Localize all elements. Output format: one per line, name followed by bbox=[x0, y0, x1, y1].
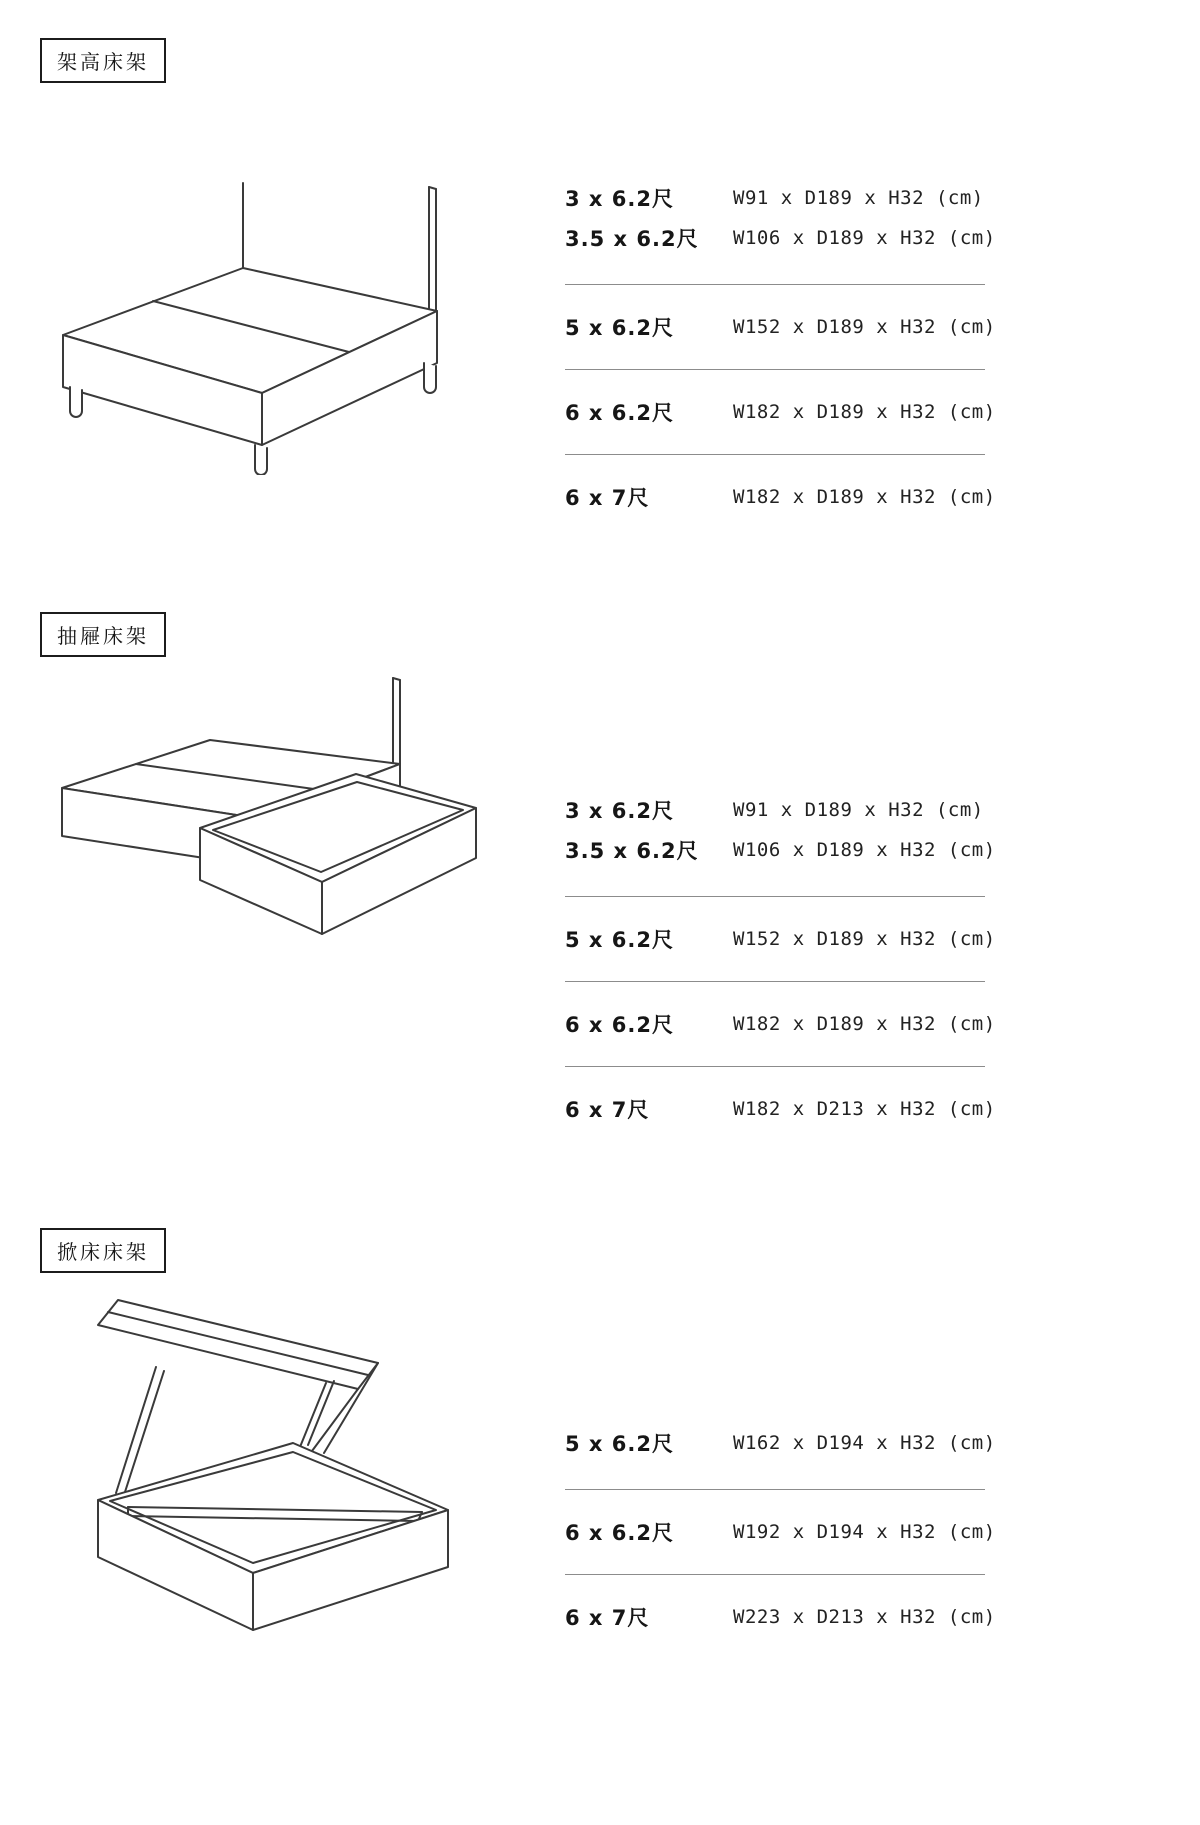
dimension-value: W192 x D194 x H32 (cm) bbox=[733, 1521, 996, 1543]
size-label: 3 x 6.2尺 bbox=[565, 187, 674, 211]
spec-row bbox=[565, 1597, 996, 1637]
dimension-value: W182 x D189 x H32 (cm) bbox=[733, 1013, 996, 1035]
dimension-value: W152 x D189 x H32 (cm) bbox=[733, 928, 996, 950]
section-title: 抽屜床架 bbox=[57, 624, 149, 648]
spec-group bbox=[565, 370, 996, 454]
section-title: 架高床架 bbox=[57, 50, 149, 74]
size-label: 5 x 6.2尺 bbox=[565, 928, 674, 952]
spec-row bbox=[565, 1512, 996, 1552]
spec-group bbox=[565, 1575, 996, 1645]
spec-row bbox=[565, 178, 985, 218]
bed-leg bbox=[255, 445, 267, 475]
section-label-drawer-bed bbox=[40, 612, 166, 657]
section-label-lift-bed bbox=[40, 1228, 166, 1273]
size-label: 6 x 7尺 bbox=[565, 1606, 650, 1630]
dimension-value: W106 x D189 x H32 (cm) bbox=[733, 839, 996, 861]
spec-group bbox=[565, 455, 996, 525]
spec-row bbox=[565, 307, 996, 347]
spec-group bbox=[565, 1415, 996, 1489]
section-label-raised-bed bbox=[40, 38, 166, 83]
dimension-value: W223 x D213 x H32 (cm) bbox=[733, 1606, 996, 1628]
lift-lid-edge bbox=[108, 1312, 368, 1375]
lift-bed-illustration bbox=[58, 1295, 478, 1695]
spec-group bbox=[565, 170, 996, 284]
gas-strut bbox=[124, 1371, 164, 1495]
spec-row bbox=[565, 1089, 996, 1129]
gas-strut bbox=[308, 1381, 334, 1445]
spec-group bbox=[565, 897, 996, 981]
dimension-value: W91 x D189 x H32 (cm) bbox=[733, 799, 984, 821]
spec-group bbox=[565, 782, 996, 896]
size-label: 6 x 6.2尺 bbox=[565, 1013, 674, 1037]
dimension-value: W106 x D189 x H32 (cm) bbox=[733, 227, 996, 249]
section-title: 掀床床架 bbox=[57, 1240, 149, 1264]
lift-bed-spec-table bbox=[565, 1415, 996, 1645]
dimension-value: W182 x D189 x H32 (cm) bbox=[733, 401, 996, 423]
dimension-value: W162 x D194 x H32 (cm) bbox=[733, 1432, 996, 1454]
spec-group bbox=[565, 1490, 996, 1574]
spec-row bbox=[565, 830, 996, 870]
spec-group bbox=[565, 982, 996, 1066]
spec-row bbox=[565, 477, 996, 517]
dimension-value: W182 x D189 x H32 (cm) bbox=[733, 486, 996, 508]
drawer-bed-spec-table bbox=[565, 782, 996, 1137]
spec-row bbox=[565, 392, 996, 432]
gas-strut bbox=[116, 1367, 156, 1493]
bedpost-cap bbox=[393, 678, 400, 680]
spec-row bbox=[565, 919, 996, 959]
spec-row bbox=[565, 1004, 996, 1044]
size-label: 6 x 7尺 bbox=[565, 486, 650, 510]
dimension-value: W182 x D213 x H32 (cm) bbox=[733, 1098, 996, 1120]
spec-group bbox=[565, 1067, 996, 1137]
bedpost-right-cap bbox=[429, 187, 436, 189]
size-label: 5 x 6.2尺 bbox=[565, 316, 674, 340]
size-label: 3.5 x 6.2尺 bbox=[565, 227, 699, 251]
raised-bed-illustration bbox=[50, 165, 460, 475]
size-label: 3 x 6.2尺 bbox=[565, 799, 674, 823]
size-label: 6 x 7尺 bbox=[565, 1098, 650, 1122]
size-label: 6 x 6.2尺 bbox=[565, 401, 674, 425]
size-label: 3.5 x 6.2尺 bbox=[565, 839, 699, 863]
raised-bed-spec-table bbox=[565, 170, 996, 525]
dimension-value: W152 x D189 x H32 (cm) bbox=[733, 316, 996, 338]
spec-group bbox=[565, 285, 996, 369]
drawer-bed-illustration bbox=[60, 668, 480, 958]
size-label: 5 x 6.2尺 bbox=[565, 1432, 674, 1456]
spec-row bbox=[565, 218, 996, 258]
bed-leg bbox=[424, 363, 436, 393]
size-label: 6 x 6.2尺 bbox=[565, 1521, 674, 1545]
bed-leg bbox=[70, 387, 82, 417]
spec-row bbox=[565, 1423, 996, 1463]
dimension-value: W91 x D189 x H32 (cm) bbox=[733, 187, 984, 209]
spec-row bbox=[565, 790, 985, 830]
